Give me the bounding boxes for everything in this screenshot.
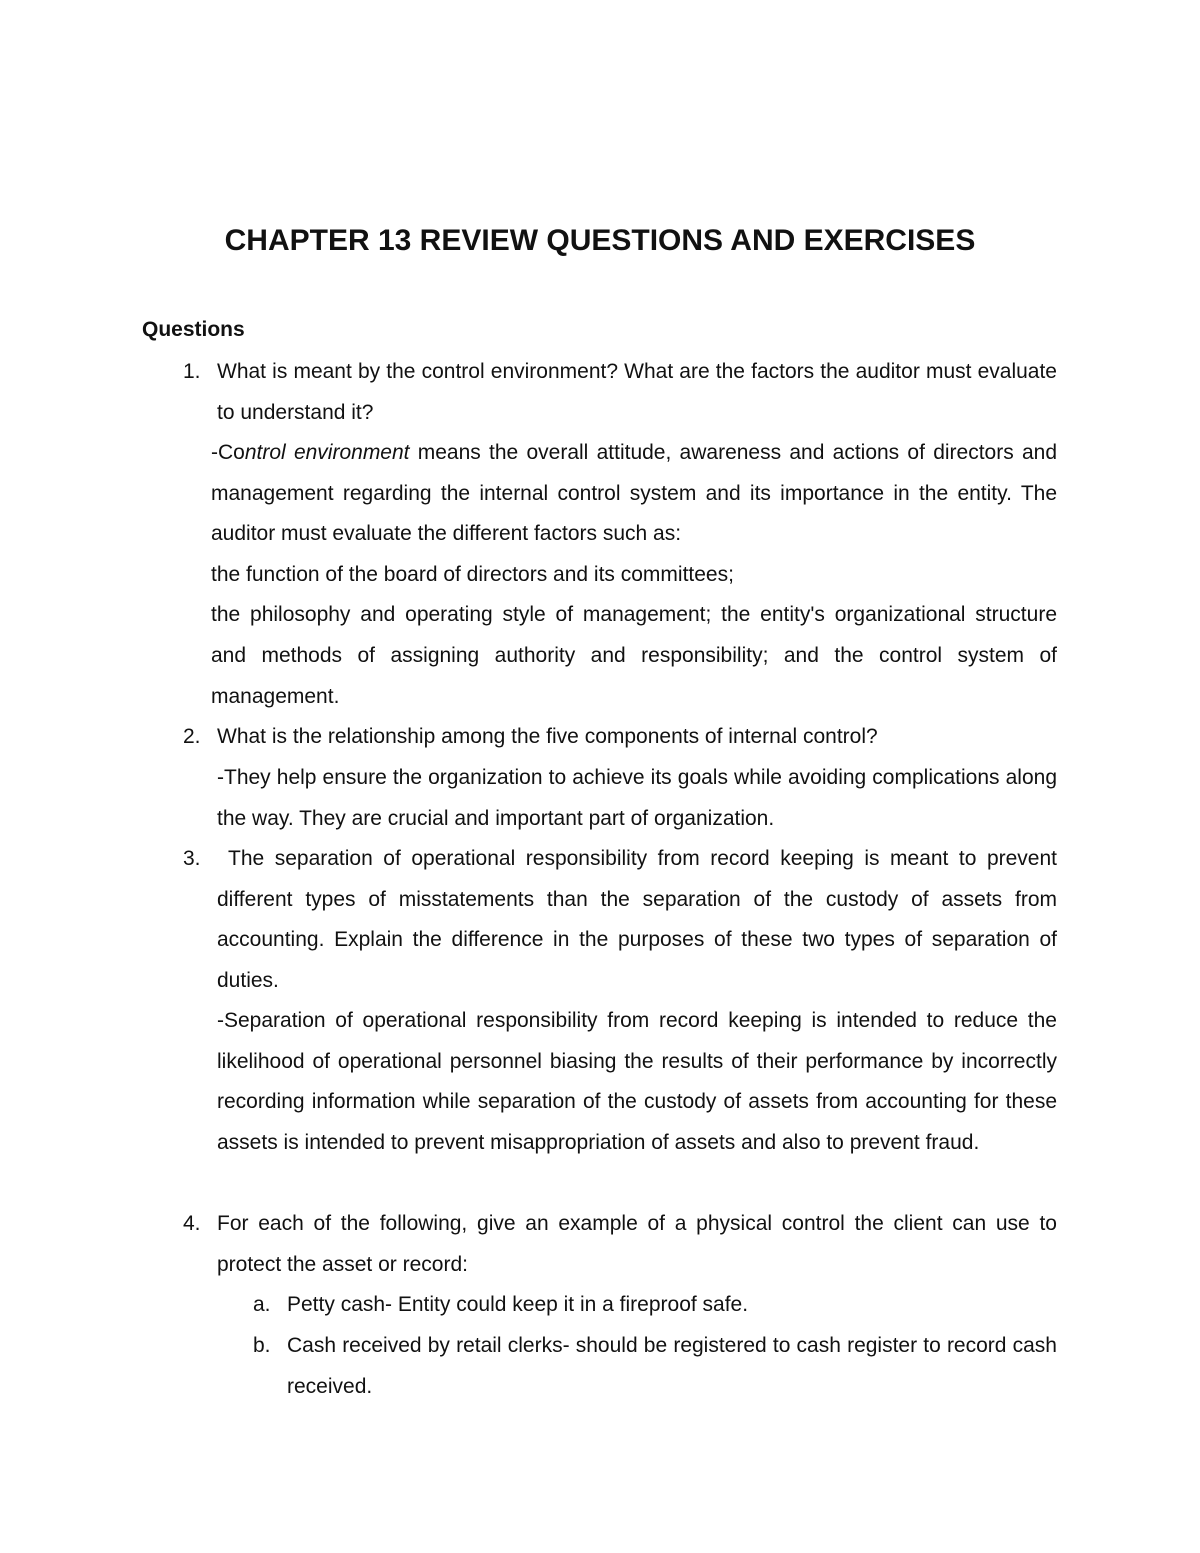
question-number: 4. [183,1212,201,1235]
answer-line: the function of the board of directors and its committees; [211,562,734,586]
sub-item-letter: a. [253,1293,271,1316]
sub-item-b [253,1326,1057,1407]
answer-italic-term: ntrol environment [244,441,410,464]
question-3 [183,839,1057,1001]
question-number: 3. [183,847,201,870]
sub-item-a [253,1285,1057,1326]
answer-2 [217,758,1057,839]
answer-paragraph: -Separation of operational responsibility from record keeping is intended to reduce the likelihood of operational personnel biasing the results of their performance by incorrectly recording information while separation of the custody of assets from accounting for these assets is intended to prevent misappropriation of assets and also to prevent fraud. [217,1009,1057,1154]
question-text: What is meant by the control environment? What are the factors the auditor must evaluate to understand it? [217,360,1057,424]
answer-prefix: -Co [211,441,245,464]
question-text: What is the relationship among the five components of internal control? [217,725,878,748]
answer-rest: means the overall attitude, awareness and actions of directors and management regarding the internal control system and its importance in the entity. The auditor must evaluate the different factors such as: [211,441,1058,546]
question-number: 1. [183,360,201,383]
question-text: The separation of operational responsibility from record keeping is meant to prevent different types of misstatements than the separation of the custody of assets from accounting. Explain the difference in the purposes of these two types of separation of duties. [217,847,1057,992]
sub-item-letter: b. [253,1334,271,1357]
question-text: For each of the following, give an example of a physical control the client can use to protect the asset or record: [217,1212,1057,1276]
answer-paragraph: -They help ensure the organization to achieve its goals while avoiding complications along the way. They are crucial and important part of organization. [217,766,1057,830]
sub-item-text: Cash received by retail clerks- should be registered to cash register to record cash received. [287,1334,1057,1398]
question-1 [183,352,1057,433]
answer-1 [211,433,1057,717]
sub-item-text: Petty cash- Entity could keep it in a fireproof safe. [287,1293,749,1316]
answer-3 [217,1001,1057,1163]
question-2 [183,717,1057,758]
answer-paragraph [211,433,1057,555]
answer-line: the philosophy and operating style of management; the entity's organizational structure and methods of assigning authority and responsibility; and the control system of management. [211,603,1057,708]
section-heading: Questions [142,318,245,341]
question-number: 2. [183,725,201,748]
page-title: CHAPTER 13 REVIEW QUESTIONS AND EXERCISES [224,224,976,257]
question-4 [183,1204,1057,1285]
